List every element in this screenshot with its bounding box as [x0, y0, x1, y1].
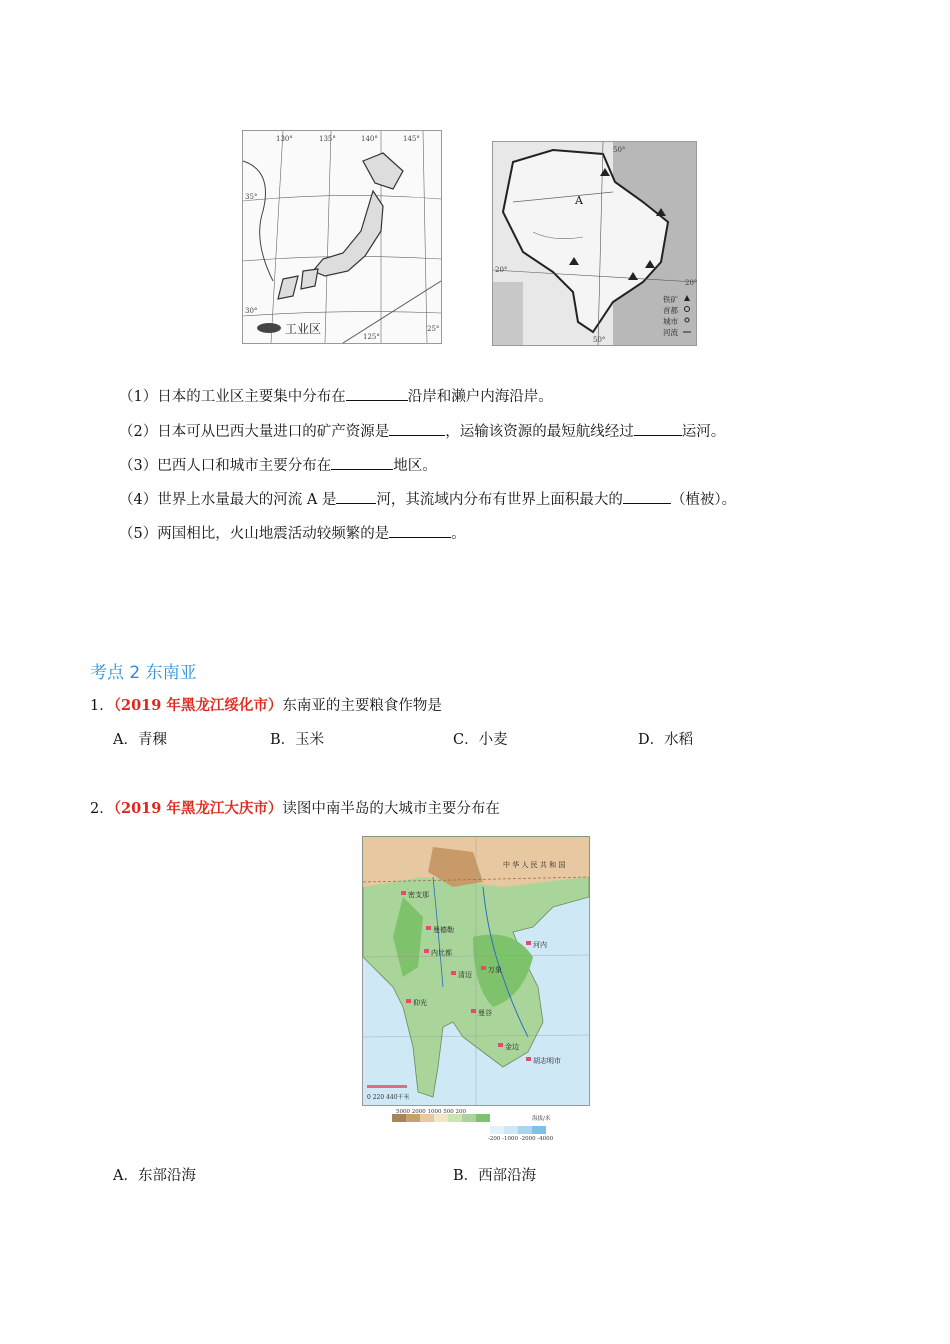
answer-blank[interactable]	[331, 455, 393, 470]
answer-blank[interactable]	[634, 421, 682, 436]
answer-blank[interactable]	[623, 489, 671, 504]
map-country-label: 中 华 人 民 共 和 国	[503, 861, 566, 869]
answer-blank[interactable]	[389, 523, 451, 538]
section-title: 考点 2 东南亚	[90, 663, 197, 683]
city-label: 胡志明市	[533, 1057, 561, 1065]
city-label: 曼德勒	[433, 926, 454, 934]
question-5: （5）两国相比，火山地震活动较频繁的是 。	[119, 523, 466, 544]
lon-label: 50°	[613, 146, 626, 154]
city-label: 曼谷	[478, 1009, 492, 1017]
elevation-values: 5000 2000 1000 500 200	[396, 1109, 466, 1115]
question-source: （2019 年黑龙江绥化市）	[113, 697, 283, 714]
map-scale: 0 220 440千米	[367, 1094, 410, 1101]
legend-iron: 铁矿	[663, 295, 678, 304]
option-b[interactable]: B．西部沿海	[453, 1168, 537, 1184]
answer-blank[interactable]	[336, 489, 376, 504]
city-label: 仰光	[413, 999, 427, 1007]
city-label: 内比都	[431, 949, 452, 957]
lat-label: 20°	[685, 279, 698, 287]
option-d[interactable]: D．水稻	[638, 732, 694, 748]
industrial-zone-legend-icon	[257, 323, 281, 333]
option-a[interactable]: A．东部沿海	[113, 1168, 196, 1184]
lon-label: 130°	[276, 135, 293, 143]
city-label: 清迈	[458, 971, 472, 979]
elevation-legend	[392, 1108, 570, 1140]
indochina-map	[362, 836, 590, 1106]
answer-blank[interactable]	[346, 386, 408, 401]
option-c[interactable]: C．小麦	[453, 732, 508, 748]
question-4: （4）世界上水量最大的河流 A 是 河，其流域内分布有世界上面积最大的 （植被）。	[119, 489, 736, 510]
legend-city: 城市	[663, 317, 678, 326]
brazil-map	[492, 141, 697, 346]
city-label: 金边	[505, 1043, 519, 1051]
option-b[interactable]: B．玉米	[270, 732, 325, 748]
legend-capital: 首都	[663, 306, 678, 315]
mc-question-1: 1．（2019 年黑龙江绥化市）东南亚的主要粮食作物是	[90, 697, 442, 714]
japan-map	[242, 130, 442, 344]
lon-label: 135°	[319, 135, 336, 143]
japan-legend-label: 工业区	[285, 322, 322, 336]
question-3: （3）巴西人口和城市主要分布在 地区。	[119, 455, 437, 476]
lon-label: 145°	[403, 135, 420, 143]
city-label: 河内	[533, 941, 547, 949]
lat-label: 20°	[495, 266, 508, 274]
option-a[interactable]: A．青稞	[113, 732, 167, 748]
lat-label: 35°	[245, 193, 258, 201]
japan-map-svg	[243, 131, 441, 343]
question-1: （1）日本的工业区主要集中分布在 沿岸和濑户内海沿岸。	[119, 386, 553, 407]
lat-label: 25°	[427, 325, 440, 333]
elevation-title: 海拔/米	[532, 1116, 551, 1122]
lat-label: 30°	[245, 307, 258, 315]
lon-label: 50°	[593, 336, 606, 344]
city-label: 密支那	[408, 891, 429, 899]
question-2: （2）日本可从巴西大量进口的矿产资源是 ，运输该资源的最短航线经过 运河。	[119, 421, 725, 442]
indochina-map-svg	[363, 837, 589, 1105]
question-source: （2019 年黑龙江大庆市）	[113, 800, 283, 817]
lon-label: 125°	[363, 333, 380, 341]
brazil-map-svg	[493, 142, 696, 345]
mc-question-2: 2．（2019 年黑龙江大庆市）读图中南半岛的大城市主要分布在	[90, 800, 500, 817]
legend-river: 河流	[663, 328, 678, 337]
answer-blank[interactable]	[389, 421, 445, 436]
depth-values: -200 -1000 -2000 -4000	[488, 1136, 554, 1142]
city-label: 万象	[488, 966, 502, 974]
lon-label: 140°	[361, 135, 378, 143]
river-a-label: A	[575, 194, 583, 207]
